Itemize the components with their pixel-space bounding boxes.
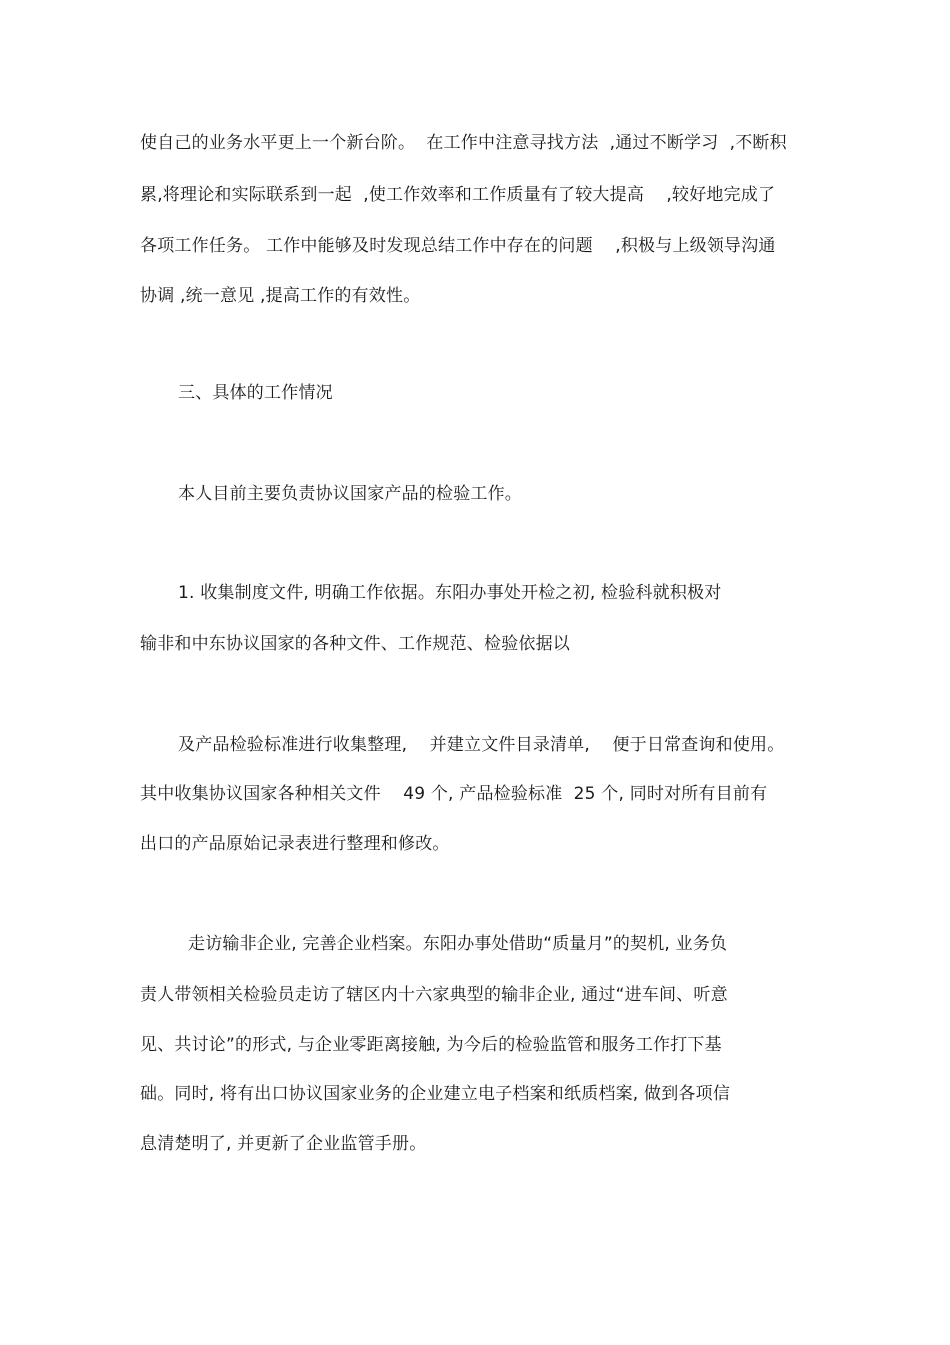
item-2-line-4: 础。同时, 将有出口协议国家业务的企业建立电子档案和纸质档案, 做到各项信 (140, 1084, 731, 1104)
paragraph-1-line-1: 使自己的业务水平更上一个新台阶。 在工作中注意寻找方法 ,通过不断学习 ,不断积 (140, 133, 787, 153)
item-2-line-1: 走访输非企业, 完善企业档案。东阳办事处借助“质量月”的契机, 业务负 (188, 934, 728, 954)
paragraph-1-line-3: 各项工作任务。 工作中能够及时发现总结工作中存在的问题 ,积极与上级领导沟通 (140, 236, 776, 256)
item-1-line-2: 输非和中东协议国家的各种文件、工作规范、检验依据以 (140, 634, 570, 654)
intro-line: 本人目前主要负责协议国家产品的检验工作。 (178, 484, 522, 504)
paragraph-1-line-4: 协调 ,统一意见 ,提高工作的有效性。 (140, 286, 421, 306)
item-2-line-2: 责人带领相关检验员走访了辖区内十六家典型的输非企业, 通过“进车间、听意 (140, 985, 728, 1005)
item-1-line-1: 1. 收集制度文件, 明确工作依据。东阳办事处开检之初, 检验科就积极对 (178, 583, 722, 603)
item-1-cont-line-2: 其中收集协议国家各种相关文件 49 个, 产品检验标准 25 个, 同时对所有目前有 (140, 784, 768, 804)
item-1-cont-line-1: 及产品检验标准进行收集整理, 并建立文件目录清单, 便于日常查询和使用。 (178, 735, 785, 755)
section-heading: 三、具体的工作情况 (178, 383, 333, 403)
item-1-cont-line-3: 出口的产品原始记录表进行整理和修改。 (140, 834, 450, 854)
paragraph-1-line-2: 累,将理论和实际联系到一起 ,使工作效率和工作质量有了较大提高 ,较好地完成了 (140, 185, 776, 205)
item-2-line-5: 息清楚明了, 并更新了企业监管手册。 (140, 1134, 427, 1154)
item-2-line-3: 见、共讨论”的形式, 与企业零距离接触, 为今后的检验监管和服务工作打下基 (140, 1035, 722, 1055)
